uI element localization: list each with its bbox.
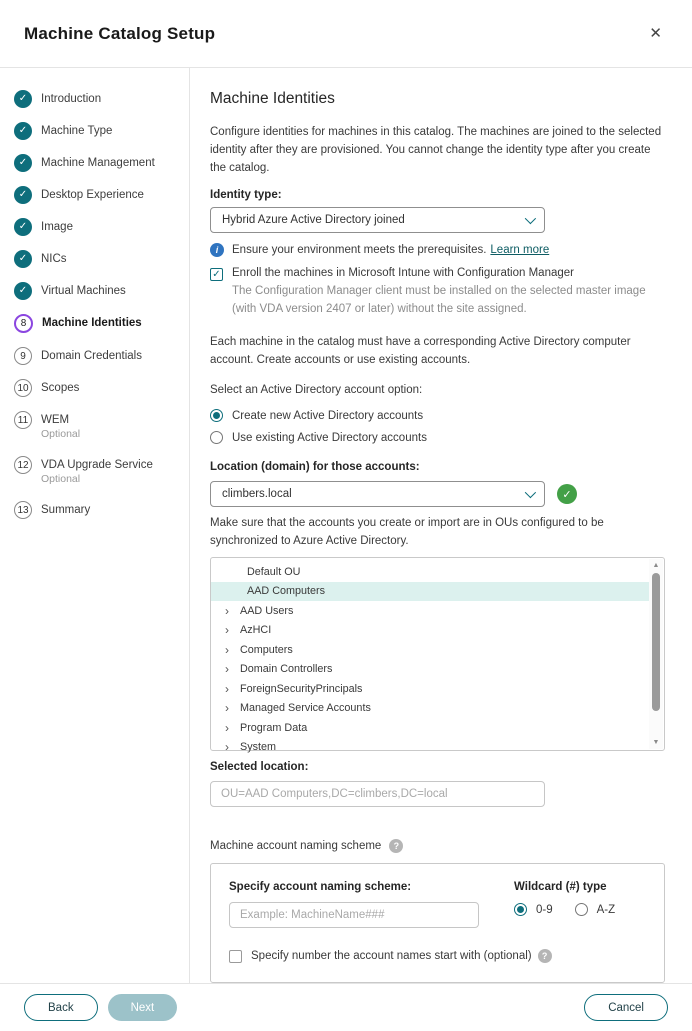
location-domain-value: climbers.local	[222, 488, 292, 501]
radio-create-new-accounts[interactable]: Create new Active Directory accounts	[210, 409, 666, 422]
dialog-title: Machine Catalog Setup	[24, 23, 216, 43]
close-icon[interactable]: ✕	[649, 25, 662, 42]
step-sublabel: Optional	[41, 473, 81, 486]
naming-scheme-section-label: Machine account naming scheme	[210, 840, 382, 852]
sidebar-item-machine-type[interactable]: ✓ Machine Type	[14, 122, 181, 140]
step-number-badge: 8	[14, 314, 33, 333]
chevron-right-icon[interactable]: ›	[225, 701, 229, 716]
step-number-badge: 11	[14, 411, 32, 429]
chevron-right-icon[interactable]: ›	[225, 720, 229, 735]
scrollbar-thumb[interactable]	[652, 573, 660, 711]
selected-location-label: Selected location:	[210, 761, 309, 773]
identity-type-label: Identity type:	[210, 189, 282, 202]
ou-tree-listbox[interactable]	[210, 557, 665, 755]
check-icon: ✓	[14, 250, 32, 268]
radio-unselected-icon[interactable]	[210, 431, 223, 444]
sidebar-item-scopes[interactable]: 10 Scopes	[14, 379, 181, 397]
ou-tree-item-default-ou[interactable]: Default OU	[247, 565, 301, 578]
learn-more-link[interactable]: Learn more	[490, 244, 550, 257]
sidebar-item-machine-identities[interactable]: 8 Machine Identities	[14, 314, 181, 333]
naming-scheme-input[interactable]	[229, 902, 479, 928]
chevron-right-icon[interactable]: ›	[225, 662, 229, 677]
radio-wildcard-a-z[interactable]: A-Z	[575, 903, 616, 916]
sidebar-item-introduction[interactable]: ✓ Introduction	[14, 90, 181, 108]
intro-text: Configure identities for machines in this catalog. The machines are joined to the selected identity after they are provisioned. You cannot change the identity type after you create the catalog.	[210, 126, 662, 174]
sidebar-item-domain-credentials[interactable]: 9 Domain Credentials	[14, 347, 181, 365]
chevron-down-icon	[525, 213, 536, 224]
checkbox-checked-icon[interactable]: ✓	[210, 268, 223, 281]
prerequisites-info	[210, 243, 666, 257]
chevron-down-icon	[525, 487, 536, 498]
identity-type-value: Hybrid Azure Active Directory joined	[222, 214, 405, 227]
dialog-footer	[0, 983, 692, 1031]
ou-tree-item-system[interactable]: › System	[225, 740, 276, 755]
start-number-checkbox-row[interactable]	[229, 949, 646, 963]
intune-enroll-label: Enroll the machines in Microsoft Intune with Configuration Manager	[232, 267, 574, 280]
sidebar-item-summary[interactable]: 13 Summary	[14, 501, 181, 519]
scroll-up-icon[interactable]: ▲	[652, 562, 660, 569]
intune-enroll-checkbox-row[interactable]	[210, 267, 666, 281]
selected-location-input	[210, 781, 545, 807]
step-number-badge: 9	[14, 347, 32, 365]
ou-tree-item-program-data[interactable]: › Program Data	[225, 720, 308, 735]
ou-tree-item-managed-service-accounts[interactable]: › Managed Service Accounts	[225, 701, 371, 716]
cancel-button[interactable]: Cancel	[584, 994, 668, 1021]
scroll-down-icon[interactable]: ▼	[652, 739, 660, 746]
radio-selected-icon[interactable]	[210, 409, 223, 422]
start-number-label: Specify number the account names start with (optional)	[251, 950, 532, 962]
step-number-badge: 12	[14, 456, 32, 474]
location-domain-label: Location (domain) for those accounts:	[210, 461, 420, 474]
radio-use-existing-accounts[interactable]: Use existing Active Directory accounts	[210, 431, 666, 444]
ou-tree-item-aad-users[interactable]: › AAD Users	[225, 603, 294, 618]
sidebar-item-vda-upgrade-service[interactable]: 12 VDA Upgrade Service Optional	[14, 456, 181, 487]
sidebar-item-wem[interactable]: 11 WEM Optional	[14, 411, 181, 442]
dialog-header	[0, 0, 692, 68]
domain-valid-check-icon: ✓	[557, 484, 577, 504]
identity-type-select[interactable]	[210, 207, 545, 233]
scrollbar[interactable]	[649, 559, 663, 749]
ad-account-paragraph: Each machine in the catalog must have a corresponding Active Directory computer account. Create accounts or use existing accounts.	[210, 335, 631, 366]
sidebar-item-image[interactable]: ✓ Image	[14, 218, 181, 236]
check-icon: ✓	[14, 90, 32, 108]
location-domain-select[interactable]	[210, 481, 545, 507]
ou-tree-item-computers[interactable]: › Computers	[225, 642, 293, 657]
next-button[interactable]: Next	[108, 994, 178, 1021]
wildcard-type-label: Wildcard (#) type	[514, 881, 607, 893]
ou-tree-item-domain-controllers[interactable]: › Domain Controllers	[225, 662, 333, 677]
ou-tree-item-azhci[interactable]: › AzHCI	[225, 623, 272, 638]
radio-selected-icon[interactable]	[514, 903, 527, 916]
info-text: Ensure your environment meets the prerequisites.	[232, 244, 487, 257]
check-icon: ✓	[14, 218, 32, 236]
step-number-badge: 10	[14, 379, 32, 397]
sidebar-item-virtual-machines[interactable]: ✓ Virtual Machines	[14, 282, 181, 300]
step-number-badge: 13	[14, 501, 32, 519]
ou-sync-note: Make sure that the accounts you create or import are in OUs configured to be synchronized to Azure Active Directory.	[210, 517, 604, 548]
intune-note: The Configuration Manager client must be installed on the selected master image (with VDA version 2407 or later) without the site assigned.	[232, 285, 646, 315]
naming-scheme-panel	[210, 863, 665, 983]
step-sublabel: Optional	[41, 428, 81, 441]
naming-scheme-label: Specify account naming scheme:	[229, 881, 412, 893]
sidebar-item-desktop-experience[interactable]: ✓ Desktop Experience	[14, 186, 181, 204]
chevron-right-icon[interactable]: ›	[225, 603, 229, 618]
check-icon: ✓	[14, 154, 32, 172]
naming-scheme-section-label-row	[210, 839, 666, 853]
check-icon: ✓	[14, 282, 32, 300]
chevron-right-icon[interactable]: ›	[225, 642, 229, 657]
sidebar-item-nics[interactable]: ✓ NICs	[14, 250, 181, 268]
machine-identities-panel	[190, 68, 692, 983]
info-icon: i	[210, 243, 224, 257]
help-icon[interactable]: ?	[389, 839, 403, 853]
check-icon: ✓	[14, 186, 32, 204]
sidebar-item-machine-management[interactable]: ✓ Machine Management	[14, 154, 181, 172]
radio-unselected-icon[interactable]	[575, 903, 588, 916]
checkbox-unchecked-icon[interactable]	[229, 950, 242, 963]
ou-tree-item-aad-computers[interactable]: AAD Computers	[211, 582, 649, 602]
radio-wildcard-0-9[interactable]: 0-9	[514, 903, 553, 916]
back-button[interactable]: Back	[24, 994, 98, 1021]
check-icon: ✓	[14, 122, 32, 140]
page-title: Machine Identities	[210, 90, 335, 107]
wizard-stepper-sidebar	[0, 68, 190, 983]
ou-tree-item-foreignsecurityprincipals[interactable]: › ForeignSecurityPrincipals	[225, 681, 363, 696]
chevron-right-icon[interactable]: ›	[225, 740, 229, 755]
chevron-right-icon[interactable]: ›	[225, 623, 229, 638]
chevron-right-icon[interactable]: ›	[225, 681, 229, 696]
ad-option-label: Select an Active Directory account option:	[210, 383, 423, 396]
help-icon[interactable]: ?	[538, 949, 552, 963]
